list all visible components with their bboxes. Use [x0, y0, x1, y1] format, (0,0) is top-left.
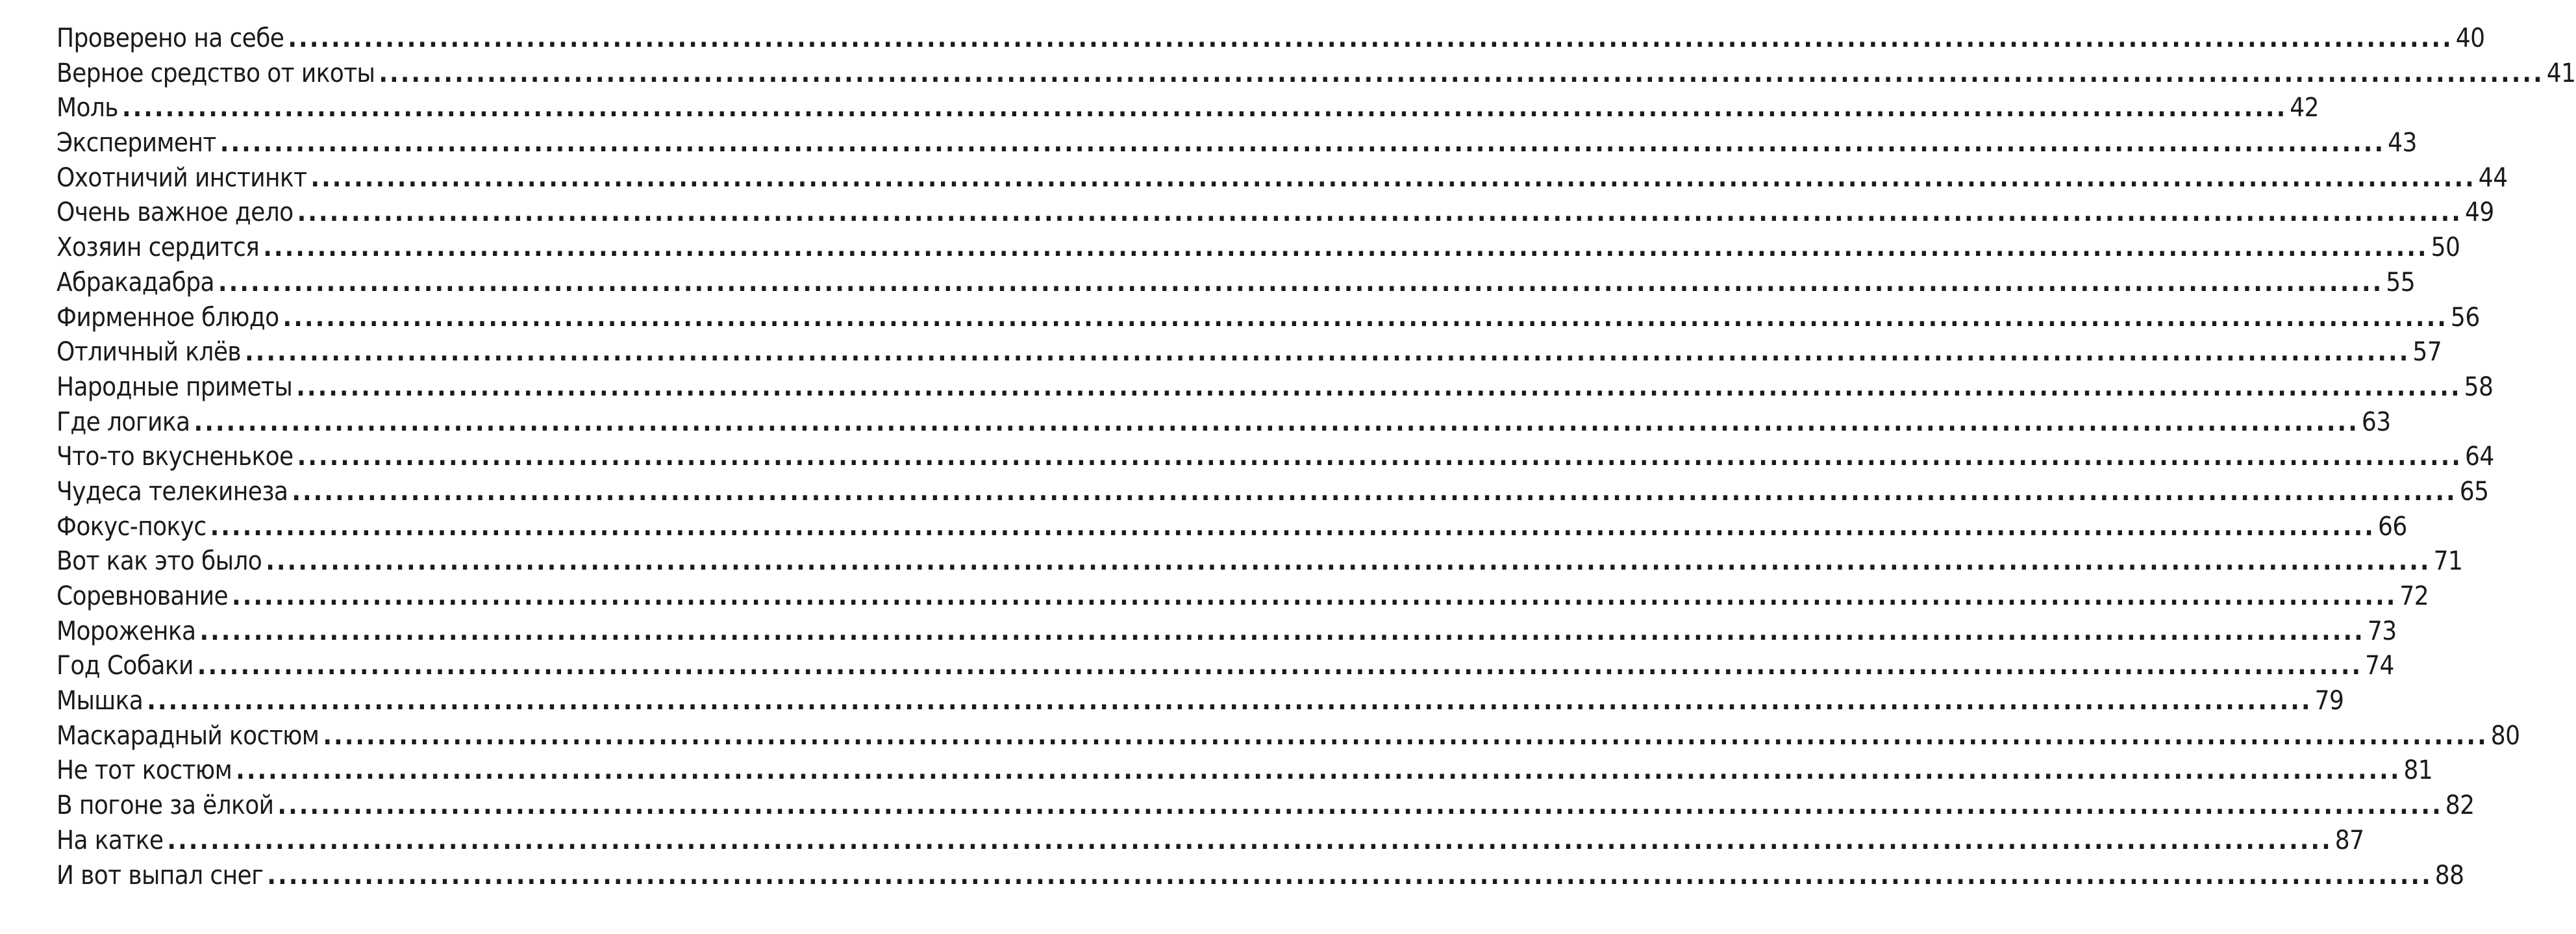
- toc-entry-page: 50: [2431, 233, 2460, 263]
- toc-entry[interactable]: [56, 719, 2520, 754]
- toc-entry-title: Мышка: [56, 686, 144, 716]
- toc-entry[interactable]: [56, 510, 2407, 545]
- toc-leader-dots: ........................................................................................................................................................................................................: [282, 302, 2448, 333]
- toc-entry[interactable]: [56, 231, 2460, 266]
- toc-leader-dots: ........................................................................................................................................................................................................: [266, 546, 2431, 577]
- toc-entry[interactable]: [56, 91, 2320, 126]
- toc-entry-title: На катке: [56, 825, 164, 855]
- toc-entry-title: Год Собаки: [56, 651, 194, 681]
- toc-entry[interactable]: [56, 301, 2480, 336]
- toc-entry-page: 65: [2459, 476, 2489, 507]
- toc-entry-title: Соревнование: [56, 581, 229, 611]
- toc-entry[interactable]: [56, 753, 2433, 789]
- toc-leader-dots: ........................................................................................................................................................................................................: [194, 407, 2359, 437]
- toc-entry[interactable]: [56, 824, 2364, 859]
- toc-entry-page: 74: [2365, 651, 2394, 681]
- toc-entry[interactable]: [56, 475, 2489, 510]
- toc-leader-dots: ........................................................................................................................................................................................................: [297, 197, 2462, 228]
- toc-entry-title: Хозяин сердится: [56, 233, 260, 263]
- toc-entry-title: Что-то вкусненькое: [56, 442, 294, 472]
- toc-entry[interactable]: [56, 649, 2394, 684]
- toc-entry-page: 58: [2464, 372, 2494, 402]
- toc-leader-dots: ........................................................................................................................................................................................................: [210, 511, 2375, 542]
- toc-leader-dots: ........................................................................................................................................................................................................: [219, 128, 2386, 158]
- toc-entry-title: Чудеса телекинеза: [56, 476, 288, 507]
- toc-entry-page: 88: [2434, 860, 2464, 890]
- toc-entry[interactable]: [56, 266, 2416, 301]
- toc-entry-title: Народные приметы: [56, 372, 293, 402]
- table-of-contents: [56, 21, 2576, 893]
- toc-leader-dots: ........................................................................................................................................................................................................: [323, 720, 2488, 751]
- toc-entry[interactable]: [56, 614, 2397, 650]
- toc-entry-title: Охотничий инстинкт: [56, 162, 307, 193]
- toc-leader-dots: ........................................................................................................................................................................................................: [263, 233, 2429, 263]
- toc-entry-page: 79: [2314, 686, 2344, 716]
- toc-entry-page: 63: [2361, 407, 2391, 437]
- toc-entry[interactable]: [56, 405, 2391, 440]
- toc-entry-title: Эксперимент: [56, 128, 216, 158]
- toc-entry-title: Фирменное блюдо: [56, 302, 279, 333]
- toc-leader-dots: ........................................................................................................................................................................................................: [121, 93, 2288, 123]
- toc-entry-page: 56: [2450, 302, 2480, 333]
- toc-entry[interactable]: [56, 579, 2429, 614]
- toc-leader-dots: ........................................................................................................................................................................................................: [288, 23, 2453, 53]
- toc-entry-page: 71: [2433, 546, 2463, 577]
- toc-entry[interactable]: [56, 161, 2508, 196]
- toc-leader-dots: ........................................................................................................................................................................................................: [147, 686, 2312, 716]
- toc-entry[interactable]: [56, 21, 2485, 57]
- toc-entry-title: Фокус-покус: [56, 511, 206, 542]
- toc-leader-dots: ........................................................................................................................................................................................................: [297, 442, 2462, 472]
- toc-entry-title: Верное средство от икоты: [56, 58, 375, 88]
- toc-entry-title: Не тот костюм: [56, 755, 232, 786]
- toc-entry-title: Где логика: [56, 407, 190, 437]
- toc-leader-dots: ........................................................................................................................................................................................................: [267, 860, 2432, 890]
- toc-entry[interactable]: [56, 859, 2464, 894]
- toc-entry-title: Абракадабра: [56, 267, 214, 297]
- toc-entry-title: И вот выпал снег: [56, 860, 264, 890]
- toc-leader-dots: ........................................................................................................................................................................................................: [218, 267, 2384, 297]
- toc-leader-dots: ........................................................................................................................................................................................................: [236, 755, 2401, 786]
- toc-entry[interactable]: [56, 684, 2344, 719]
- toc-entry-page: 44: [2478, 162, 2508, 193]
- toc-entry-page: 64: [2464, 442, 2494, 472]
- toc-entry-page: 66: [2377, 511, 2407, 542]
- toc-entry[interactable]: [56, 370, 2494, 405]
- toc-entry-page: 43: [2388, 128, 2417, 158]
- toc-leader-dots: ........................................................................................................................................................................................................: [232, 581, 2397, 611]
- toc-leader-dots: ........................................................................................................................................................................................................: [245, 337, 2410, 368]
- toc-entry-title: Вот как это было: [56, 546, 262, 577]
- toc-entry[interactable]: [56, 196, 2494, 231]
- toc-entry-page: 81: [2403, 755, 2433, 786]
- toc-entry-page: 80: [2490, 720, 2520, 751]
- toc-entry-page: 72: [2399, 581, 2429, 611]
- toc-entry-page: 82: [2445, 790, 2475, 821]
- toc-entry-page: 73: [2367, 616, 2397, 646]
- toc-entry[interactable]: [56, 57, 2576, 92]
- toc-entry-page: 57: [2412, 337, 2442, 368]
- toc-entry-page: 49: [2464, 197, 2494, 228]
- toc-entry-page: 42: [2290, 93, 2320, 123]
- toc-entry-title: Отличный клёв: [56, 337, 241, 368]
- toc-entry[interactable]: [56, 544, 2463, 579]
- toc-entry[interactable]: [56, 335, 2442, 370]
- toc-entry[interactable]: [56, 789, 2475, 824]
- toc-leader-dots: ........................................................................................................................................................................................................: [292, 476, 2457, 507]
- toc-leader-dots: ........................................................................................................................................................................................................: [197, 651, 2363, 681]
- toc-entry-title: Моль: [56, 93, 118, 123]
- toc-entry-page: 41: [2546, 58, 2576, 88]
- toc-entry-title: Проверено на себе: [56, 23, 284, 53]
- toc-entry-page: 40: [2455, 23, 2485, 53]
- toc-entry-title: Мороженка: [56, 616, 196, 646]
- toc-entry-title: В погоне за ёлкой: [56, 790, 274, 821]
- toc-leader-dots: ........................................................................................................................................................................................................: [277, 790, 2443, 821]
- toc-leader-dots: ........................................................................................................................................................................................................: [379, 58, 2544, 88]
- toc-entry[interactable]: [56, 126, 2417, 161]
- toc-entry-page: 55: [2386, 267, 2416, 297]
- toc-leader-dots: ........................................................................................................................................................................................................: [310, 162, 2476, 193]
- toc-entry-page: 87: [2334, 825, 2364, 855]
- toc-entry[interactable]: [56, 440, 2494, 475]
- toc-entry-title: Очень важное дело: [56, 197, 294, 228]
- toc-leader-dots: ........................................................................................................................................................................................................: [199, 616, 2365, 646]
- toc-entry-title: Маскарадный костюм: [56, 720, 319, 751]
- toc-leader-dots: ........................................................................................................................................................................................................: [296, 372, 2462, 402]
- toc-leader-dots: ........................................................................................................................................................................................................: [167, 825, 2332, 855]
